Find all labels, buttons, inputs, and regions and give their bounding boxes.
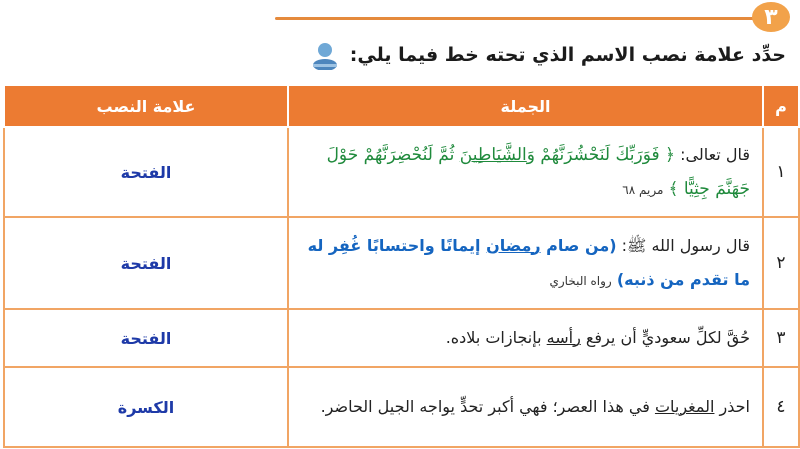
answer-mark: الكسرة (4, 367, 288, 447)
hadith-part-a: (من صام (540, 235, 617, 255)
quote-close: ﴾ (668, 178, 679, 199)
sentence-intro: قال تعالى: (680, 144, 750, 164)
header-sentence: الجملة (288, 85, 763, 127)
table-row (4, 217, 799, 309)
row-number: ٢ (763, 217, 799, 309)
sentence-intro: قال رسول الله ﷺ: (621, 235, 750, 255)
answer-mark: الفتحة (4, 127, 288, 217)
instruction-line (310, 40, 786, 70)
header-num: م (763, 85, 799, 127)
table-header-row (4, 85, 799, 127)
answer-mark: الفتحة (4, 309, 288, 367)
sentence-part-b: بإنجازات بلاده. (445, 328, 547, 347)
quote-open: ﴿ (665, 144, 676, 165)
exercise-table (3, 84, 800, 448)
answer-mark: الفتحة (4, 217, 288, 309)
source-reference: رواه البخاري (549, 273, 612, 288)
top-divider (275, 17, 755, 20)
row-number: ١ (763, 127, 799, 217)
header-mark: علامة النصب (4, 85, 288, 127)
source-reference: مريم ٦٨ (622, 182, 664, 197)
quran-part-a: فَوَرَبِّكَ لَنَحْشُرَنَّهُمْ وَ (526, 144, 660, 165)
exercise-number-badge: ٣ (752, 2, 790, 32)
sentence-cell (288, 367, 763, 447)
row-number: ٣ (763, 309, 799, 367)
sentence-part-a: احذر (714, 397, 750, 416)
hadith-part-b: إيمانًا واحتسابًا غُفِر له ما تقدم من ذنبه) (307, 235, 750, 289)
table-row (4, 367, 799, 447)
sentence-part-a: حُقَّ لكلِّ سعوديٍّ أن يرفع (580, 328, 750, 347)
table-row (4, 127, 799, 217)
underlined-noun: رأسه (546, 328, 581, 347)
underlined-noun: المغريات (654, 397, 715, 416)
quran-part-b: ثُمَّ لَنُحْضِرَنَّهُمْ حَوْلَ جَهَنَّمَ جِثِيًّا (326, 144, 750, 199)
sentence-cell (288, 217, 763, 309)
table-row (4, 309, 799, 367)
row-number: ٤ (763, 367, 799, 447)
sentence-part-b: في هذا العصر؛ فهي أكبر تحدٍّ يواجه الجيل الحاضر. (320, 397, 655, 416)
sentence-cell (288, 127, 763, 217)
underlined-noun: الشَّيَاطِينَ (459, 144, 527, 165)
underlined-noun: رمضان (486, 235, 541, 255)
sentence-cell (288, 309, 763, 367)
person-icon (310, 40, 340, 70)
instruction-text: حدِّد علامة نصب الاسم الذي تحته خط فيما يلي: (349, 44, 786, 66)
